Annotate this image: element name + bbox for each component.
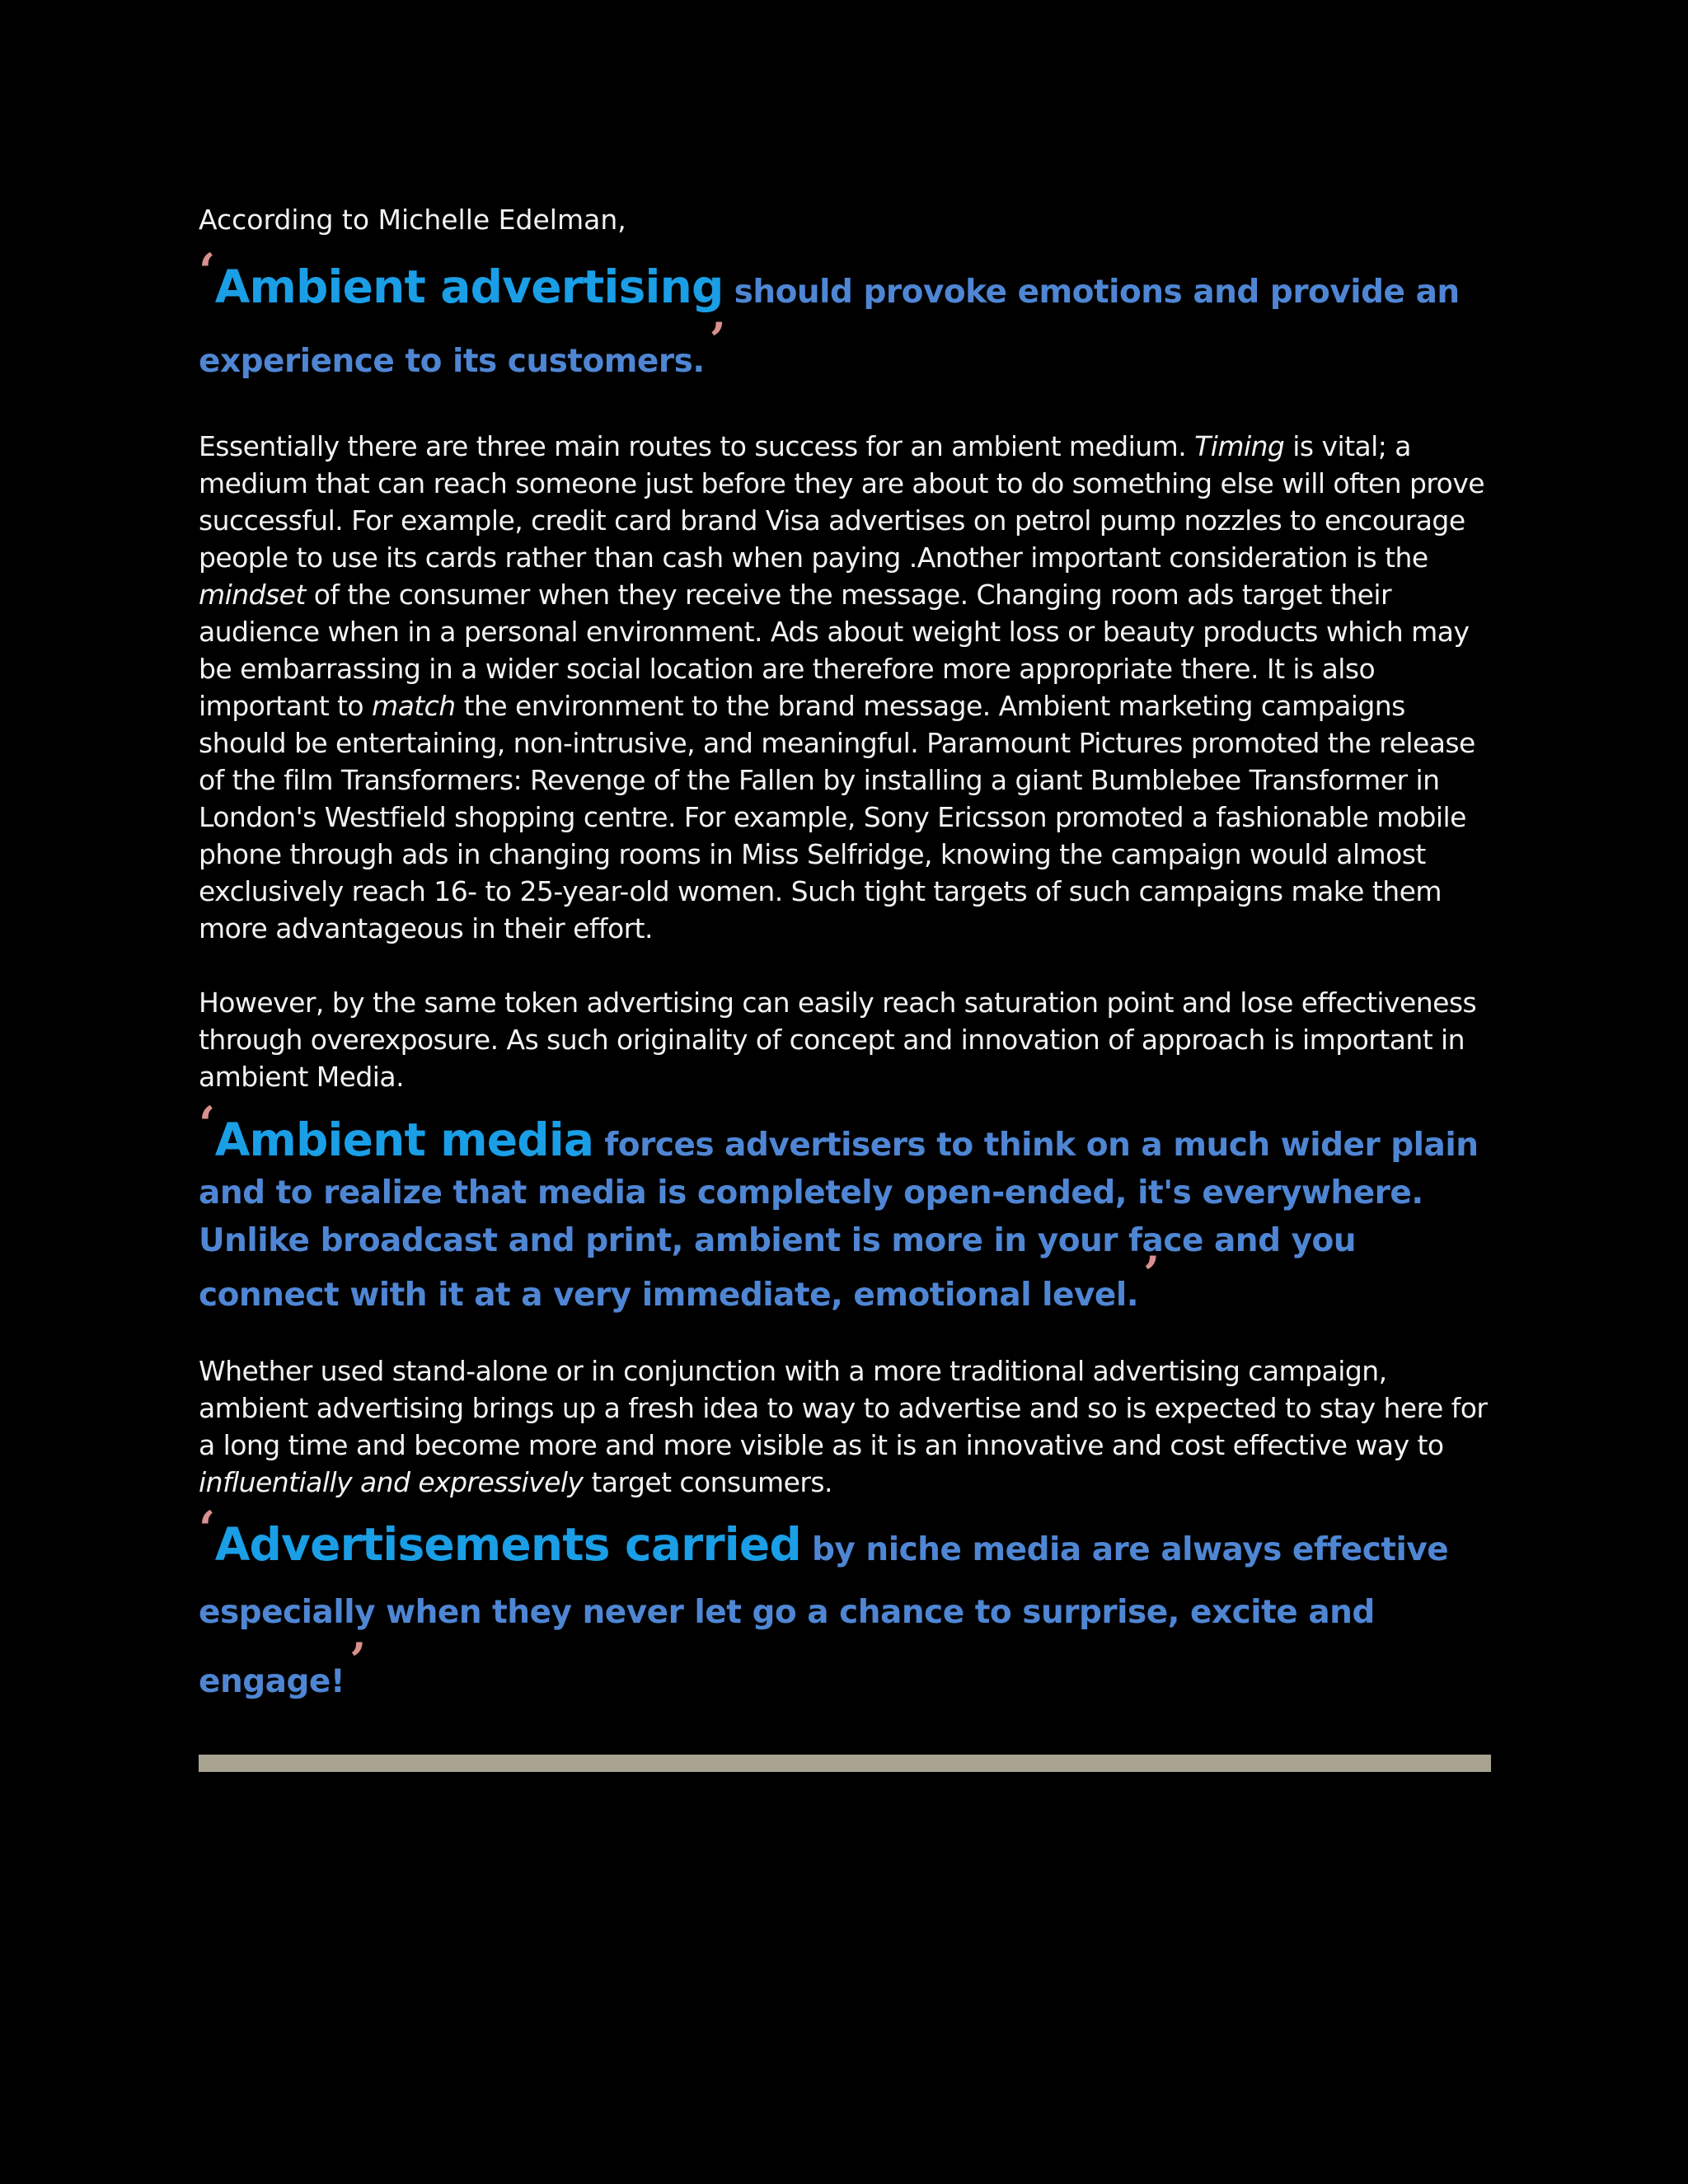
paragraph-1-text: of the consumer when they receive the message. Changing room ads target their audience when in a personal environment. Ads about weight loss or beauty products which may be embarrassing in a wider social location are therefore more appropriate there. It is also important to: [199, 579, 1470, 722]
paragraph-1-text: is vital; a medium that can reach someone just before they are about to do something else will often prove successful. For example, credit card brand Visa advertises on petrol pump nozzles to encourage people to use its cards rather than cash when paying .Another important consideration is the: [199, 430, 1485, 574]
pull-quote-1-lead: Ambient advertising: [214, 260, 724, 313]
paragraph-3-text: Whether used stand-alone or in conjunction with a more traditional advertising campaign, ambient advertising brings up a fresh idea to way to advertise and so is expected to stay here for a long time and become more and more visible as it is an innovative and cost effective way to: [199, 1355, 1488, 1461]
paragraph-1-emphasis: Timing: [1194, 430, 1285, 462]
paragraph-3-text: target consumers.: [583, 1466, 832, 1498]
pull-quote-1-text: should provoke emotions and provide an experience to its customers.: [199, 274, 1460, 380]
body-paragraph-3: [199, 1352, 1493, 1501]
close-quote-mark: ’: [349, 1633, 366, 1689]
open-quote-mark: ‘: [199, 1096, 215, 1152]
open-quote-mark: ‘: [199, 243, 215, 299]
pull-quote-3-text: by niche media are always effective especially when they never let go a chance to surprise, excite and engage!: [199, 1531, 1449, 1700]
paragraph-3-emphasis: influentially and expressively: [199, 1466, 584, 1498]
body-paragraph-2: However, by the same token advertising can easily reach saturation point and lose effectiveness through overexposure. As such originality of concept and innovation of approach is important in ambient Media.: [199, 987, 1477, 1093]
pull-quote-1: [199, 243, 1493, 393]
open-quote-mark: ‘: [199, 1501, 215, 1557]
paragraph-1-emphasis: mindset: [199, 579, 306, 611]
paragraph-1-emphasis: match: [372, 690, 456, 722]
pull-quote-2-text: forces advertisers to think on a much wider plain and to realize that media is completely open-ended, it's everywhere. Unlike broadcast and print, ambient is more in your face and you connect with it at a very immediate, emotional level.: [199, 1127, 1479, 1314]
pull-quote-2-lead: Ambient media: [214, 1113, 594, 1166]
pull-quote-2: [199, 1096, 1493, 1319]
footer-divider-bar: [199, 1755, 1491, 1772]
pull-quote-3-lead: Advertisements carried: [214, 1518, 801, 1571]
close-quote-mark: ’: [709, 312, 726, 368]
pull-quote-3: [199, 1501, 1493, 1713]
intro-line: According to Michelle Edelman,: [199, 204, 626, 236]
body-paragraph-1: [199, 428, 1493, 947]
close-quote-mark: ’: [1143, 1246, 1160, 1302]
paragraph-1-text: Essentially there are three main routes to success for an ambient medium.: [199, 430, 1195, 462]
paragraph-1-text: the environment to the brand message. Ambient marketing campaigns should be entertaining, non-intrusive, and meaningful. Paramount Pictures promoted the release of the film Transformers: Revenge of the Fallen by installing a giant Bumblebee Transformer in London's Westfield shopping centre. For example, Sony Ericsson promoted a fashionable mobile phone through ads in changing rooms in Miss Selfridge, knowing the campaign would almost exclusively reach 16- to 25-year-old women. Such tight targets of such campaigns make them more advantageous in their effort.: [199, 690, 1475, 944]
document-page: [199, 191, 1493, 1713]
